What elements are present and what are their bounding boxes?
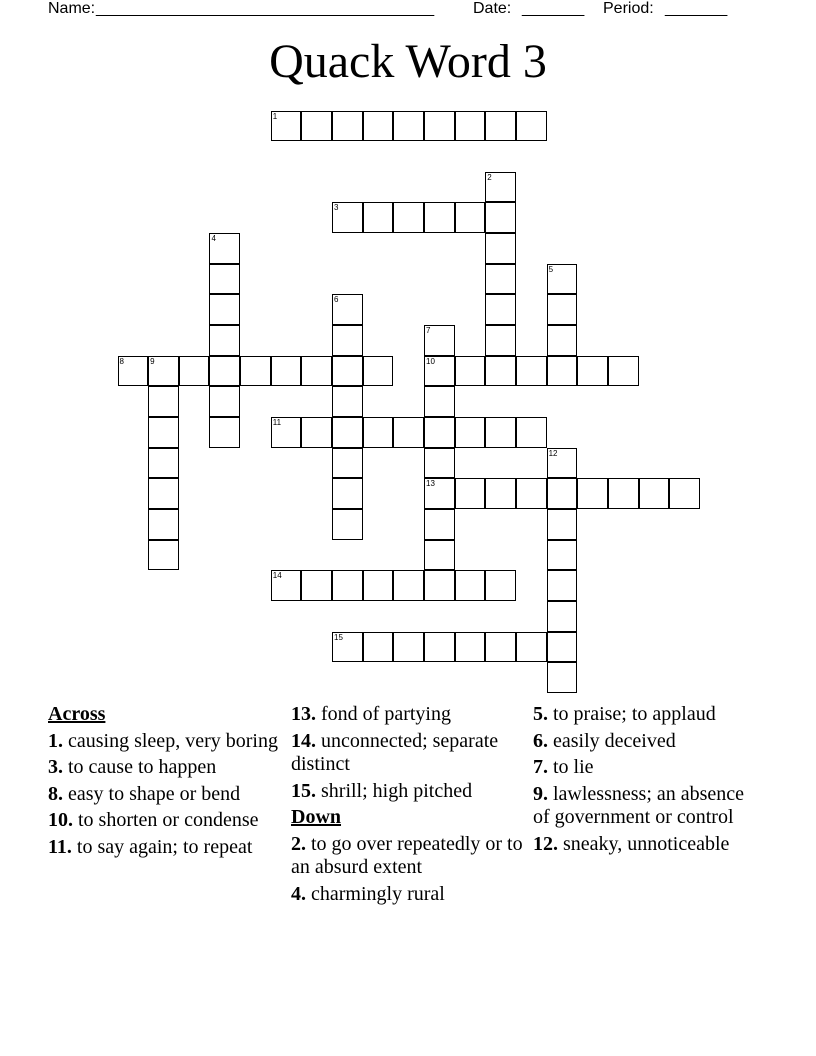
down-clue-list <box>291 833 523 907</box>
date-label: Date: <box>473 0 512 17</box>
grid-cell[interactable] <box>455 417 486 448</box>
grid-cell[interactable] <box>547 632 578 663</box>
down-clue <box>533 756 765 780</box>
across-clue <box>291 730 523 777</box>
clue-number-label: 12. <box>533 832 558 855</box>
grid-cell[interactable] <box>424 202 455 233</box>
grid-cell[interactable] <box>485 632 516 663</box>
name-blank: ______________________________________ <box>96 0 435 17</box>
grid-cell[interactable] <box>271 570 302 601</box>
clue-number-label: 3. <box>48 756 63 778</box>
grid-cell[interactable] <box>209 294 240 325</box>
grid-cell[interactable] <box>332 448 363 479</box>
grid-cell[interactable] <box>118 356 149 387</box>
grid-cell[interactable] <box>547 601 578 632</box>
grid-cell[interactable] <box>424 417 455 448</box>
grid-cell[interactable] <box>547 478 578 509</box>
grid-cell[interactable] <box>424 509 455 540</box>
clue-text: to shorten or condense <box>73 809 259 831</box>
down-clue <box>533 703 765 727</box>
grid-cell[interactable] <box>424 632 455 663</box>
grid-cell[interactable] <box>455 570 486 601</box>
clue-number-label: 5. <box>533 703 548 725</box>
clue-text: to lie <box>548 756 594 778</box>
grid-cell[interactable] <box>547 325 578 356</box>
grid-cell[interactable] <box>547 264 578 295</box>
grid-cell[interactable] <box>332 294 363 325</box>
grid-cell[interactable] <box>424 448 455 479</box>
across-clue <box>48 809 280 833</box>
clue-text: fond of partying <box>316 703 451 725</box>
clue-number: 10 <box>426 356 435 366</box>
clues-column-2 <box>291 703 523 909</box>
clue-number-label: 8. <box>48 782 63 805</box>
grid-cell[interactable] <box>209 356 240 387</box>
clue-number: 15 <box>334 632 343 642</box>
clue-number: 9 <box>150 356 155 366</box>
clue-text: causing sleep, very boring <box>63 729 278 752</box>
across-clue-list <box>48 730 280 860</box>
down-clue-list-continued <box>533 703 765 856</box>
clues-column-1 <box>48 703 280 862</box>
grid-cell[interactable] <box>485 325 516 356</box>
grid-cell[interactable] <box>608 356 639 387</box>
grid-cell[interactable] <box>547 448 578 479</box>
across-heading: Across <box>48 703 106 725</box>
clue-number: 4 <box>211 234 216 244</box>
grid-cell[interactable] <box>363 417 394 448</box>
across-clue <box>291 703 523 727</box>
clue-text: to cause to happen <box>63 756 217 778</box>
grid-cell[interactable] <box>301 570 332 601</box>
date-blank: _______ <box>522 0 585 17</box>
clue-text: sneaky, unnoticeable <box>558 832 730 855</box>
grid-cell[interactable] <box>485 264 516 295</box>
clue-text: unconnected; separate distinct <box>291 729 499 775</box>
grid-cell[interactable] <box>547 570 578 601</box>
grid-cell[interactable] <box>424 325 455 356</box>
grid-cell[interactable] <box>485 202 516 233</box>
across-clue <box>48 730 280 754</box>
down-clue <box>533 833 765 857</box>
grid-cell[interactable] <box>209 386 240 417</box>
grid-cell[interactable] <box>455 478 486 509</box>
grid-cell[interactable] <box>516 632 547 663</box>
grid-cell[interactable] <box>179 356 210 387</box>
grid-cell[interactable] <box>332 509 363 540</box>
grid-cell[interactable] <box>669 478 700 509</box>
clue-text: easy to shape or bend <box>63 782 241 805</box>
grid-cell[interactable] <box>363 632 394 663</box>
grid-cell[interactable] <box>363 111 394 142</box>
grid-cell[interactable] <box>148 448 179 479</box>
clue-number: 12 <box>548 448 558 458</box>
clue-number: 5 <box>548 264 554 274</box>
clue-number: 7 <box>426 326 431 336</box>
grid-cell[interactable] <box>271 111 302 142</box>
across-clue <box>48 783 280 807</box>
grid-cell[interactable] <box>516 111 547 142</box>
grid-cell[interactable] <box>271 356 302 387</box>
clue-number-label: 11. <box>48 835 72 858</box>
clue-number-label: 1. <box>48 729 63 752</box>
clue-number: 3 <box>334 203 339 213</box>
grid-cell[interactable] <box>547 540 578 571</box>
grid-cell[interactable] <box>148 356 179 387</box>
grid-cell[interactable] <box>547 509 578 540</box>
down-clue <box>291 833 523 880</box>
clue-number-label: 10. <box>48 809 73 831</box>
grid-cell[interactable] <box>516 478 547 509</box>
grid-cell[interactable] <box>424 478 455 509</box>
grid-cell[interactable] <box>424 356 455 387</box>
grid-cell[interactable] <box>485 356 516 387</box>
grid-cell[interactable] <box>332 111 363 142</box>
grid-cell[interactable] <box>209 417 240 448</box>
clue-number: 8 <box>119 356 124 366</box>
grid-cell[interactable] <box>332 570 363 601</box>
grid-cell[interactable] <box>332 325 363 356</box>
grid-cell[interactable] <box>301 356 332 387</box>
grid-cell[interactable] <box>424 570 455 601</box>
clue-number-label: 14. <box>291 729 316 752</box>
grid-cell[interactable] <box>393 417 424 448</box>
grid-cell[interactable] <box>209 325 240 356</box>
down-clue <box>291 883 523 907</box>
grid-cell[interactable] <box>332 417 363 448</box>
across-clue <box>48 836 280 860</box>
clue-number-label: 7. <box>533 756 548 778</box>
grid-cell[interactable] <box>332 632 363 663</box>
clue-number-label: 9. <box>533 782 548 805</box>
grid-cell[interactable] <box>393 632 424 663</box>
clue-text: to say again; to repeat <box>71 835 253 858</box>
clues-column-3 <box>533 703 765 859</box>
grid-cell[interactable] <box>209 264 240 295</box>
grid-cell[interactable] <box>271 417 302 448</box>
clue-text: shrill; high pitched <box>316 779 473 802</box>
grid-cell[interactable] <box>393 570 424 601</box>
grid-cell[interactable] <box>455 202 486 233</box>
grid-cell[interactable] <box>485 111 516 142</box>
across-clue <box>48 756 280 780</box>
down-clue <box>533 783 765 830</box>
clue-number: 1 <box>272 111 278 121</box>
grid-cell[interactable] <box>485 233 516 264</box>
clue-text: to praise; to applaud <box>548 703 716 725</box>
grid-cell[interactable] <box>547 294 578 325</box>
grid-cell[interactable] <box>577 478 608 509</box>
down-heading: Down <box>291 806 342 828</box>
clue-number: 13 <box>426 479 435 489</box>
grid-cell[interactable] <box>148 386 179 417</box>
grid-cell[interactable] <box>424 540 455 571</box>
grid-cell[interactable] <box>577 356 608 387</box>
grid-cell[interactable] <box>424 111 455 142</box>
grid-cell[interactable] <box>516 417 547 448</box>
grid-cell[interactable] <box>363 356 394 387</box>
grid-cell[interactable] <box>455 632 486 663</box>
clue-number: 2 <box>487 172 492 182</box>
across-clue-list-continued <box>291 703 523 803</box>
name-label: Name: <box>48 0 96 17</box>
clue-number-label: 2. <box>291 832 306 855</box>
clue-number-label: 15. <box>291 779 316 802</box>
clue-text: easily deceived <box>548 729 676 752</box>
grid-cell[interactable] <box>547 356 578 387</box>
clue-text: charmingly rural <box>306 882 445 905</box>
grid-cell[interactable] <box>485 294 516 325</box>
grid-cell[interactable] <box>240 356 271 387</box>
grid-cell[interactable] <box>485 570 516 601</box>
clue-number: 6 <box>334 295 339 305</box>
period-label: Period: <box>603 0 654 17</box>
period-blank: _______ <box>665 0 728 17</box>
clue-number-label: 4. <box>291 882 306 905</box>
grid-cell[interactable] <box>485 478 516 509</box>
grid-cell[interactable] <box>332 356 363 387</box>
grid-cell[interactable] <box>424 386 455 417</box>
clue-number-label: 13. <box>291 703 316 725</box>
grid-cell[interactable] <box>547 662 578 693</box>
grid-cell[interactable] <box>332 202 363 233</box>
grid-cell[interactable] <box>301 111 332 142</box>
grid-cell[interactable] <box>209 233 240 264</box>
grid-cell[interactable] <box>455 111 486 142</box>
page-title: Quack Word 3 <box>269 35 547 88</box>
grid-cell[interactable] <box>639 478 670 509</box>
grid-cell[interactable] <box>148 417 179 448</box>
clue-text: lawlessness; an absence of government or control <box>533 782 745 828</box>
grid-cell[interactable] <box>485 417 516 448</box>
grid-cell[interactable] <box>332 386 363 417</box>
grid-cell[interactable] <box>148 478 179 509</box>
grid-cell[interactable] <box>363 570 394 601</box>
grid-cell[interactable] <box>148 540 179 571</box>
grid-cell[interactable] <box>608 478 639 509</box>
grid-cell[interactable] <box>393 111 424 142</box>
grid-cell[interactable] <box>148 509 179 540</box>
clue-number-label: 6. <box>533 729 548 752</box>
grid-cell[interactable] <box>393 202 424 233</box>
clue-number: 14 <box>272 571 282 581</box>
across-clue <box>291 780 523 804</box>
grid-cell[interactable] <box>455 356 486 387</box>
grid-cell[interactable] <box>516 356 547 387</box>
clue-text: to go over repeatedly or to an absurd extent <box>291 832 523 878</box>
grid-cell[interactable] <box>332 478 363 509</box>
down-clue <box>533 730 765 754</box>
grid-cell[interactable] <box>363 202 394 233</box>
grid-cell[interactable] <box>485 172 516 203</box>
grid-cell[interactable] <box>301 417 332 448</box>
clue-number: 11 <box>272 418 282 427</box>
